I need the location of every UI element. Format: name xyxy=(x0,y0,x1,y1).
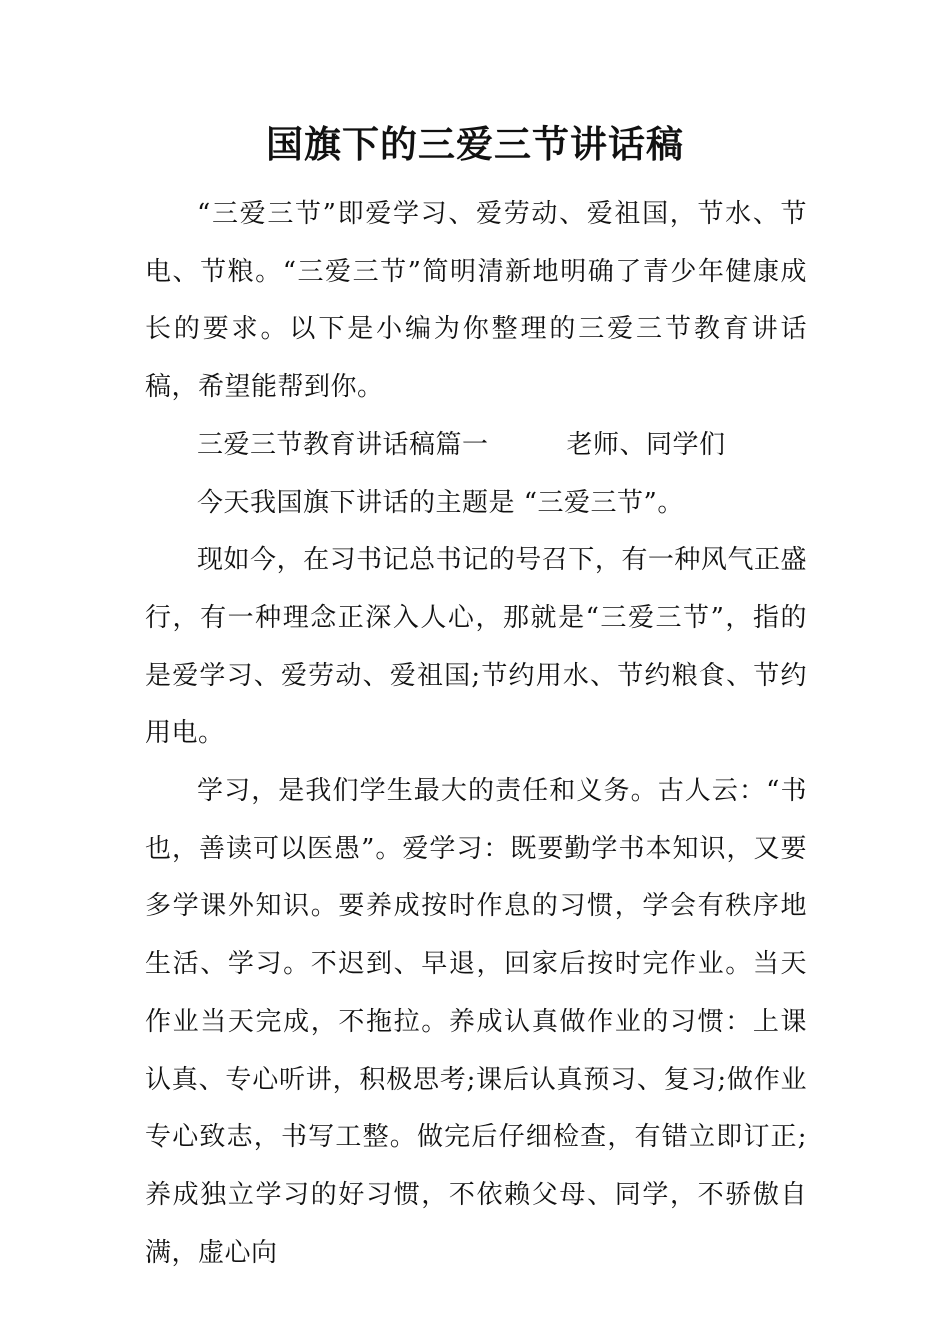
salutation: 老师、同学们 xyxy=(566,429,726,460)
three-loves-paragraph: 现如今，在习书记总书记的号召下，有一种风气正盛行，有一种理念正深入人心，那就是“三爱三节”，指的是爱学习、爱劳动、爱祖国;节约用水、节约粮食、节约用电。 xyxy=(145,545,807,749)
section-heading: 三爱三节教育讲话稿篇一 xyxy=(197,429,489,460)
document-body xyxy=(145,186,807,1282)
study-paragraph: 学习，是我们学生最大的责任和义务。古人云：“书也，善读可以医愚”。爱学习：既要勤学书本知识，又要多学课外知识。要养成按时作息的习惯，学会有秩序地生活、学习。不迟到、早退，回家后按时完作业。当天作业当天完成，不拖拉。养成认真做作业的习惯：上课认真、专心听讲，积极思考;课后认真预习、复习;做作业专心致志，书写工整。做完后仔细检查，有错立即订正;养成独立学习的好习惯，不依赖父母、同学，不骄傲自满，虚心向 xyxy=(145,776,807,1268)
theme-paragraph: 今天我国旗下讲话的主题是 “三爱三节”。 xyxy=(197,487,684,518)
document-title: 国旗下的三爱三节讲话稿 xyxy=(266,122,684,166)
intro-paragraph: “三爱三节”即爱学习、爱劳动、爱祖国，节水、节电、节粮。“三爱三节”简明清新地明确了青少年健康成长的要求。以下是小编为你整理的三爱三节教育讲话稿，希望能帮到你。 xyxy=(145,199,807,403)
section-heading-line xyxy=(145,417,807,475)
